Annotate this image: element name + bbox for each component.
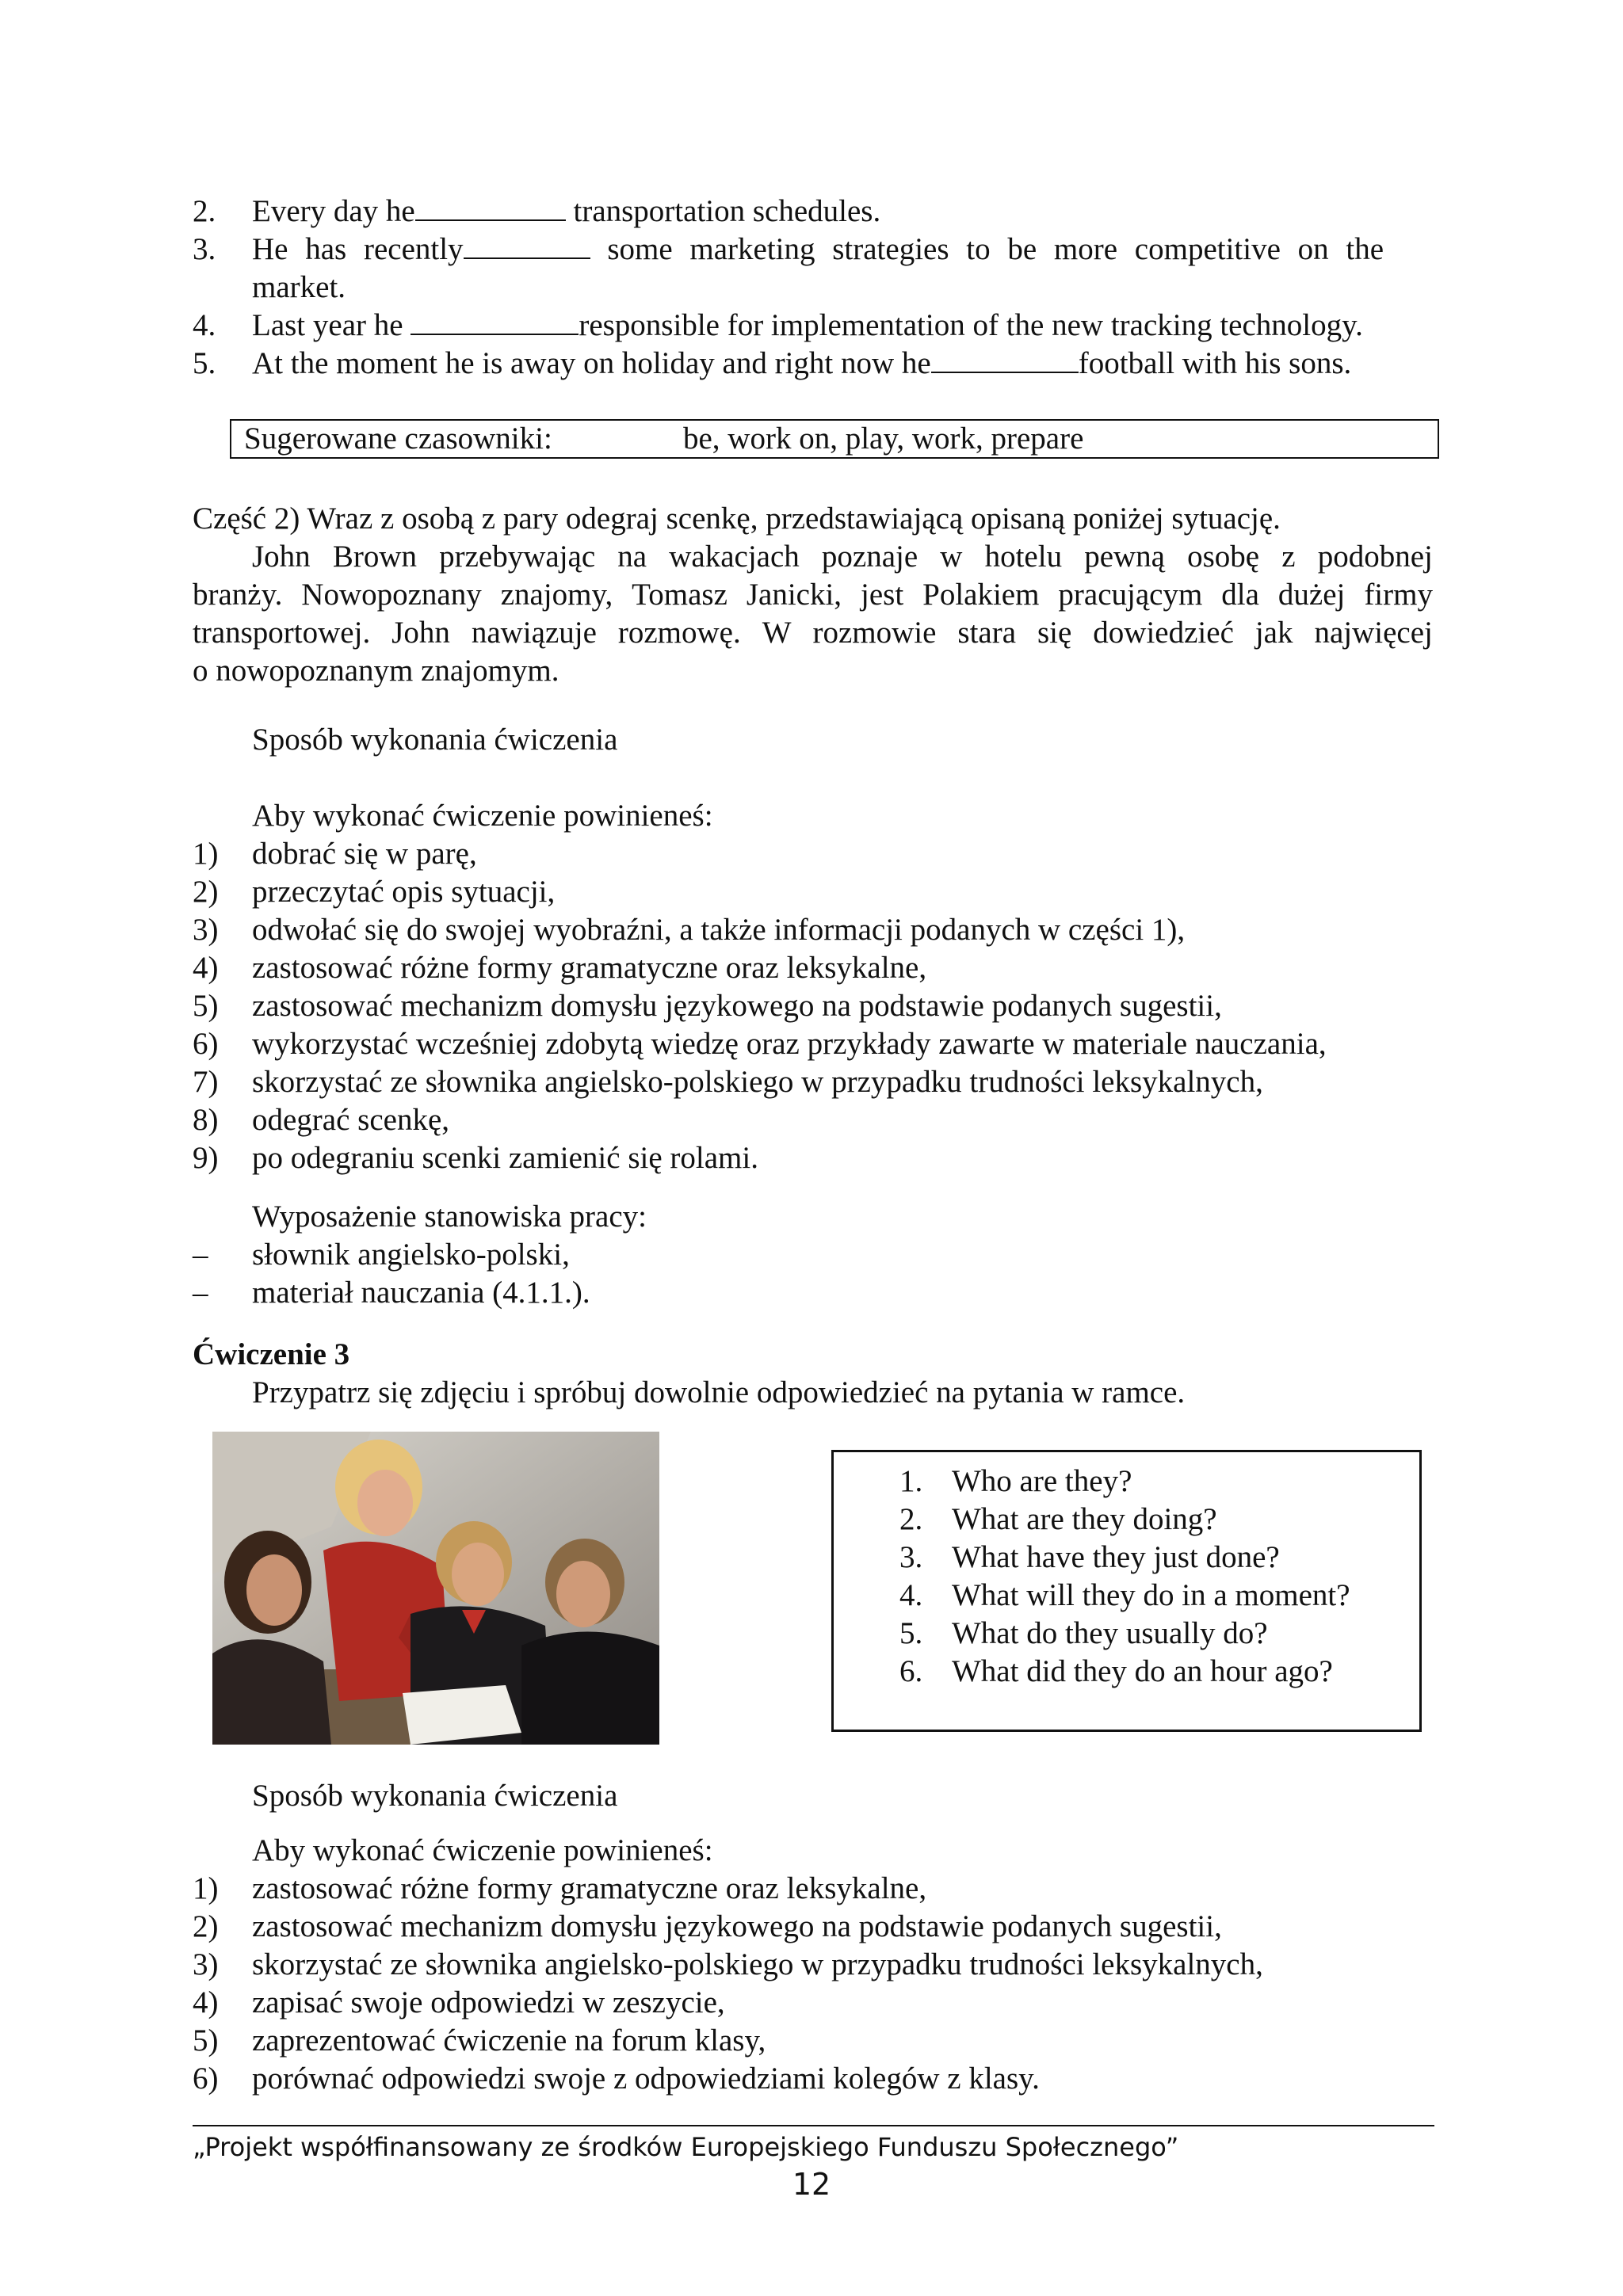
suggested-verbs-label: Sugerowane czasowniki: [244, 421, 552, 456]
list-item-continuation: market. [252, 270, 346, 304]
list-item: 2) przeczytać opis sytuacji, [193, 875, 556, 909]
exercise3-steps [193, 1832, 1433, 2098]
question-item: 4. What will they do in a moment? [899, 1578, 1350, 1612]
part2-section [193, 500, 1433, 690]
steps-intro: Aby wykonać ćwiczenie powinieneś: [252, 1833, 713, 1867]
list-item: 7) skorzystać ze słownika angielsko-polskiego w przypadku trudności leksykalnych, [193, 1065, 1263, 1099]
method-title: Sposób wykonania ćwiczenia [252, 723, 618, 757]
exercise3-section [193, 1336, 1433, 1412]
list-item: 5. At the moment he is away on holiday and right now he football with his sons. [193, 346, 1352, 380]
paragraph-line: o nowopoznanym znajomym. [193, 654, 559, 688]
footer-divider [193, 2125, 1434, 2126]
list-item: 4) zastosować różne formy gramatyczne oraz leksykalne, [193, 951, 927, 985]
part2-heading: Część 2) Wraz z osobą z pary odegraj scenkę, przedstawiającą opisaną poniżej sytuację. [193, 502, 1281, 536]
list-item: 4. Last year he responsible for implementation of the new tracking technology. [193, 308, 1363, 342]
part2-method [193, 721, 1433, 759]
paragraph-line: John Brown przebywając na wakacjach poznaje w hotelu pewną osobę z podobnej [252, 540, 1433, 574]
paragraph-line: branży. Nowopoznany znajomy, Tomasz Janicki, jest Polakiem pracującym dla dużej firmy [193, 578, 1433, 612]
list-item: 1) dobrać się w parę, [193, 837, 477, 871]
list-item: – materiał nauczania (4.1.1.). [193, 1276, 590, 1310]
answer-blank [931, 345, 1079, 373]
list-item: – słownik angielsko-polski, [193, 1238, 570, 1272]
list-item: 5) zaprezentować ćwiczenie na forum klasy, [193, 2023, 766, 2058]
list-item: 6) wykorzystać wcześniej zdobytą wiedzę oraz przykłady zawarte w materiale nauczania, [193, 1027, 1327, 1061]
questions-box [831, 1450, 1422, 1732]
list-item: 2. Every day he transportation schedules. [193, 194, 881, 228]
method-title: Sposób wykonania ćwiczenia [252, 1779, 618, 1813]
list-item: 6) porównać odpowiedzi swoje z odpowiedziami kolegów z klasy. [193, 2061, 1040, 2096]
fill-in-list [193, 193, 1433, 383]
equipment-section [193, 1198, 1433, 1312]
list-item: 3) odwołać się do swojej wyobraźni, a także informacji podanych w części 1), [193, 913, 1186, 947]
suggested-verbs-box [230, 419, 1439, 459]
list-item: 3. He has recently some marketing strategies to be more competitive on the [193, 232, 1384, 266]
answer-blank [411, 307, 579, 335]
list-item: 2) zastosować mechanizm domysłu językowego na podstawie podanych sugestii, [193, 1909, 1222, 1943]
list-item: 9) po odegraniu scenki zamienić się rolami. [193, 1141, 758, 1175]
part2-steps [193, 797, 1433, 1177]
photo-illustration [212, 1432, 659, 1745]
question-item: 3. What have they just done? [899, 1540, 1280, 1574]
question-item: 5. What do they usually do? [899, 1616, 1268, 1650]
question-item: 1. Who are they? [899, 1464, 1132, 1498]
steps-intro: Aby wykonać ćwiczenie powinieneś: [252, 799, 713, 833]
equipment-title: Wyposażenie stanowiska pracy: [252, 1199, 647, 1234]
list-item: 4) zapisać swoje odpowiedzi w zeszycie, [193, 1985, 725, 2019]
list-item: 1) zastosować różne formy gramatyczne oraz leksykalne, [193, 1871, 927, 1905]
exercise-instruction: Przypatrz się zdjęciu i spróbuj dowolnie odpowiedzieć na pytania w ramce. [252, 1375, 1186, 1409]
list-item: 8) odegrać scenkę, [193, 1103, 450, 1137]
question-item: 2. What are they doing? [899, 1502, 1217, 1536]
paragraph-line: transportowej. John nawiązuje rozmowę. W rozmowie stara się dowiedzieć jak najwięcej [193, 616, 1433, 650]
students-photo [212, 1432, 659, 1745]
answer-blank [415, 193, 566, 221]
list-item: 5) zastosować mechanizm domysłu językowego na podstawie podanych sugestii, [193, 989, 1222, 1023]
footer-project-note: „Projekt współfinansowany ze środków Europejskiego Funduszu Społecznego” [193, 2132, 1179, 2162]
answer-blank [464, 231, 590, 259]
page-number: 12 [792, 2167, 831, 2202]
list-item: 3) skorzystać ze słownika angielsko-polskiego w przypadku trudności leksykalnych, [193, 1947, 1263, 1981]
exercise3-method [193, 1777, 1433, 1815]
exercise-title: Ćwiczenie 3 [193, 1337, 350, 1371]
suggested-verbs-list: be, work on, play, work, prepare [683, 421, 1084, 456]
question-item: 6. What did they do an hour ago? [899, 1654, 1333, 1688]
